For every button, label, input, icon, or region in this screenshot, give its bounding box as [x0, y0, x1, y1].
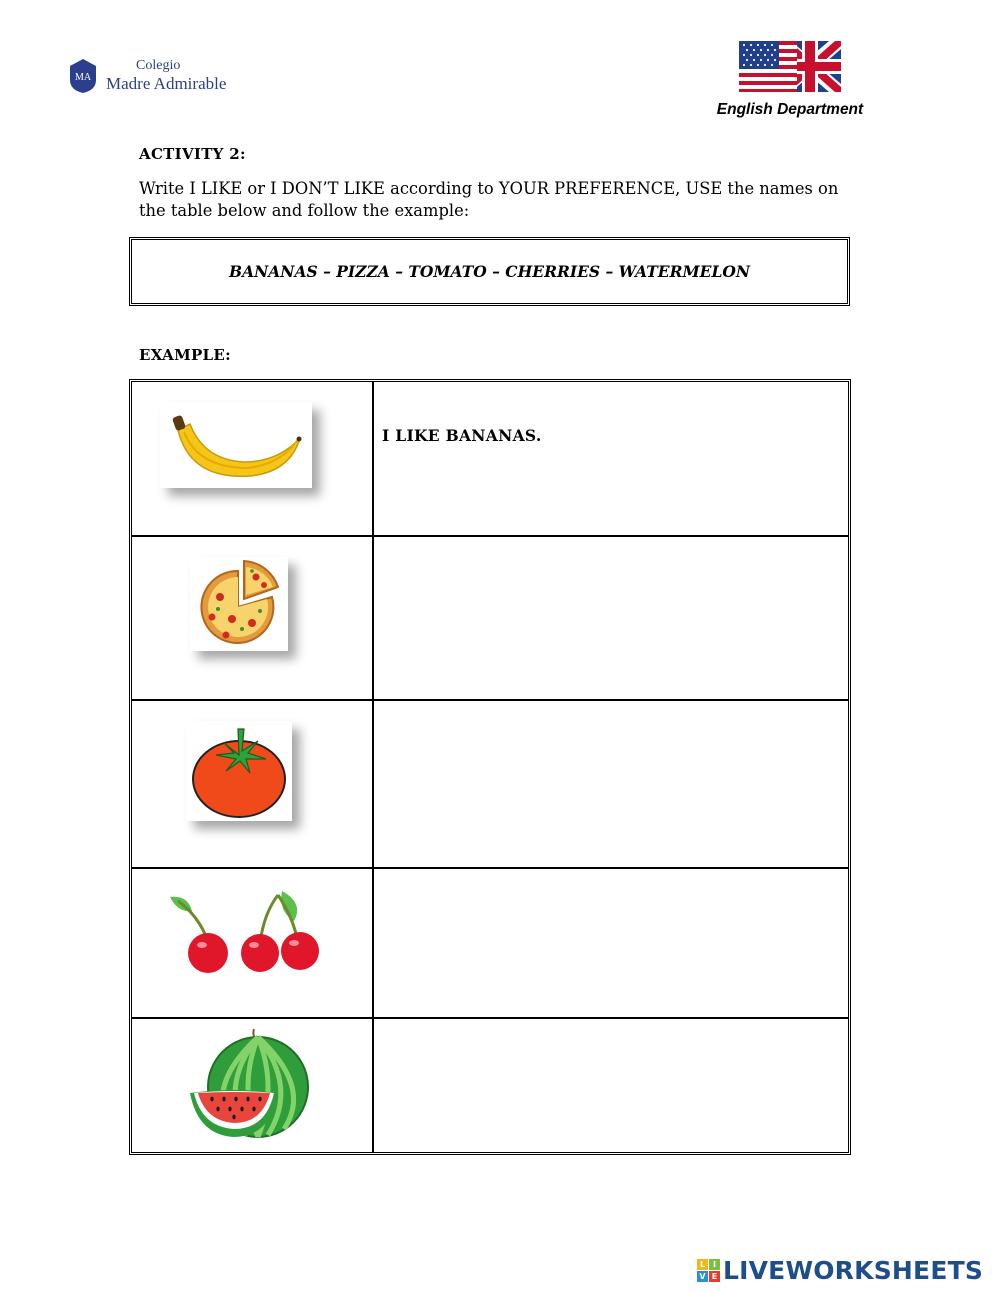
- picture-cell: [132, 537, 374, 699]
- instructions-text: Write I LIKE or I DON’T LIKE according to YOUR PREFERENCE, USE the names on the table below and follow the example:: [139, 179, 839, 220]
- answer-text: I LIKE BANANAS.: [382, 426, 542, 445]
- answer-table: [129, 379, 851, 1155]
- table-row: [132, 869, 848, 1019]
- table-row: [132, 701, 848, 869]
- liveworksheets-logo: [697, 1256, 983, 1284]
- picture-cell: [132, 701, 374, 867]
- pizza-icon: [190, 557, 288, 651]
- picture-cell: [132, 1019, 374, 1152]
- cherries-icon: [158, 889, 324, 973]
- table-row: [132, 1019, 848, 1152]
- answer-cell[interactable]: [374, 1019, 848, 1152]
- liveworksheets-brand: LIVEWORKSHEETS: [723, 1255, 984, 1285]
- us-uk-flag-icon: [739, 41, 841, 92]
- word-bank-text: BANANAS – PIZZA – TOMATO – CHERRIES – WATERMELON: [228, 262, 751, 281]
- answer-cell[interactable]: [374, 701, 848, 867]
- table-row: [132, 382, 848, 537]
- department-label: English Department: [716, 101, 864, 118]
- school-logo: [68, 56, 268, 100]
- example-label: EXAMPLE:: [139, 346, 231, 364]
- school-name-line2: Madre Admirable: [106, 74, 227, 93]
- tomato-icon: [186, 721, 292, 821]
- picture-cell: [132, 382, 374, 535]
- activity-title: ACTIVITY 2:: [139, 145, 246, 163]
- answer-cell[interactable]: [374, 382, 848, 535]
- banana-icon: [160, 402, 312, 488]
- picture-cell: [132, 869, 374, 1017]
- school-name-line1: Colegio: [136, 58, 181, 73]
- watermelon-icon: [188, 1025, 312, 1141]
- table-row: [132, 537, 848, 701]
- svg-text:MA: MA: [74, 72, 92, 83]
- school-crest-icon: [68, 58, 98, 94]
- answer-cell[interactable]: [374, 869, 848, 1017]
- liveworksheets-mark-icon: L I V E: [697, 1259, 720, 1282]
- word-bank-box: [129, 237, 850, 306]
- answer-cell[interactable]: [374, 537, 848, 699]
